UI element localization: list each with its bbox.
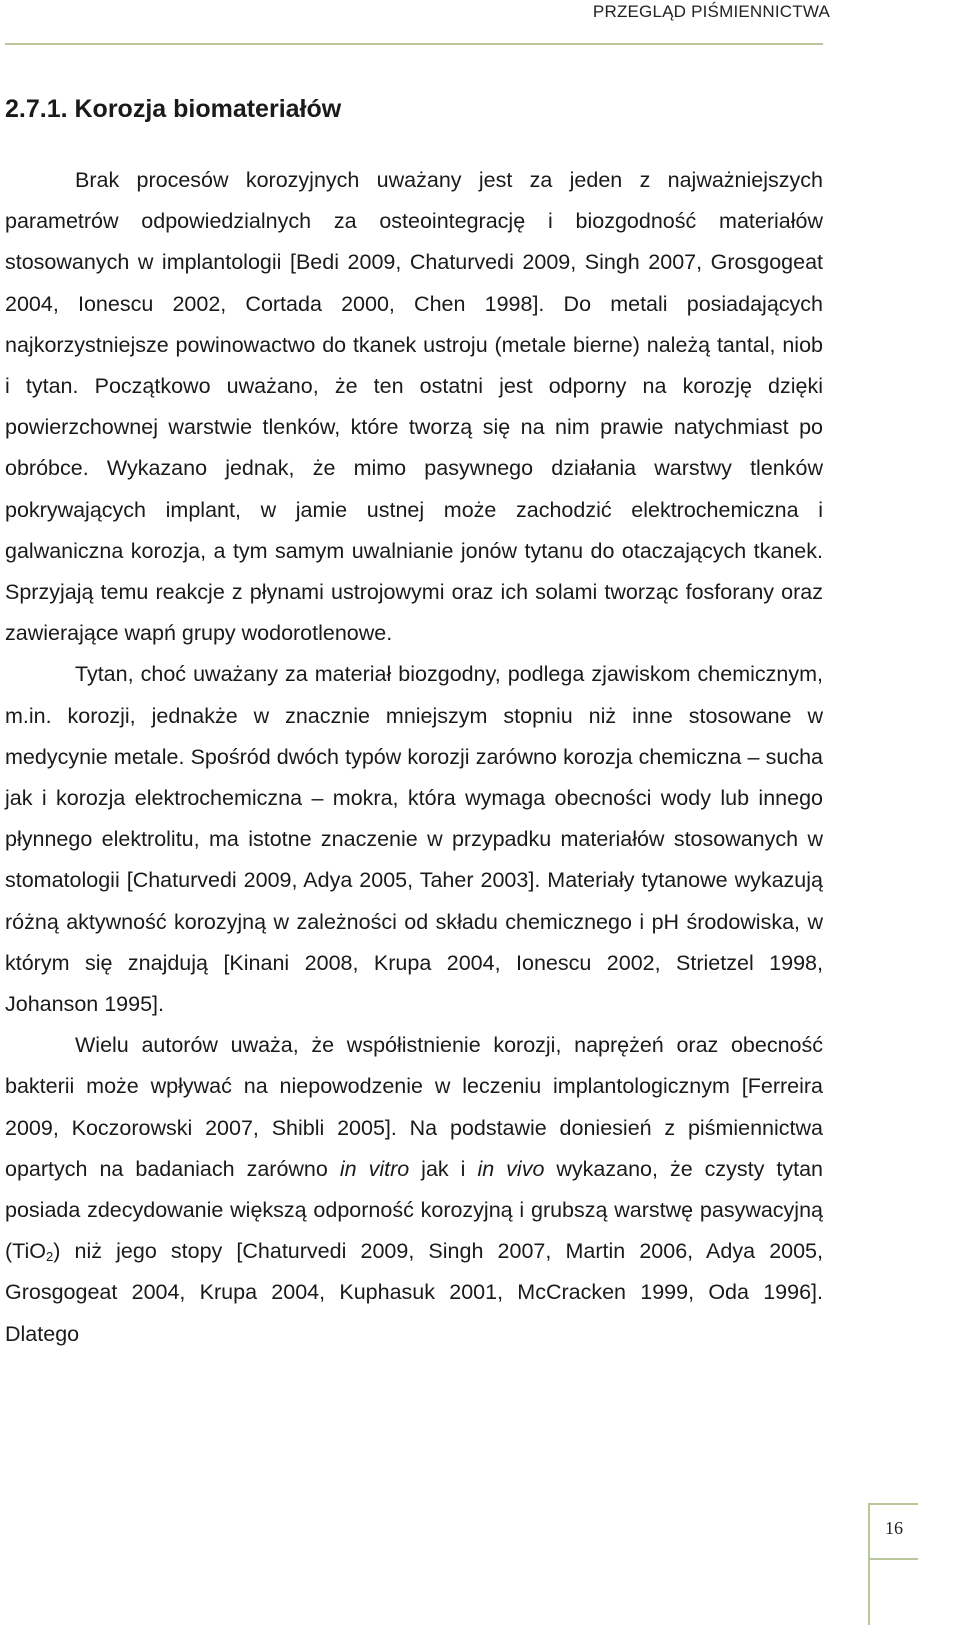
paragraph-3-text-4: ) niż jego stopy [Chaturvedi 2009, Singh 2007, Martin 2006, Adya 2005, Grosgogeat 2004, Krupa 2004, Kuphasuk 2001, McCracken 1999, Oda 1996]. Dlatego: [5, 1239, 823, 1346]
page-number: 16: [885, 1518, 903, 1538]
section-heading: 2.7.1. Korozja biomateriałów: [5, 95, 342, 123]
body-text: [5, 160, 823, 1355]
paragraph-3-text-2: jak i: [409, 1156, 478, 1181]
tio2-subscript: 2: [46, 1249, 54, 1265]
paragraph-1: Brak procesów korozyjnych uważany jest za jeden z najważniejszych parametrów odpowiedzialnych za osteointegrację i biozgodność materiałów stosowanych w implantologii [Bedi 2009, Chaturvedi 2009, Singh 2007, Grosgogeat 2004, Ionescu 2002, Cortada 2000, Chen 1998]. Do metali posiadających najkorzystniejsze powinowactwo do tkanek ustroju (metale bierne) należą tantal, niob i tytan. Początkowo uważano, że ten ostatni jest odporny na korozję dzięki powierzchownej warstwie tlenków, które tworzą się na nim prawie natychmiast po obróbce. Wykazano jednak, że mimo pasywnego działania warstwy tlenków pokrywających implant, w jamie ustnej może zachodzić elektrochemiczna i galwaniczna korozja, a tym samym uwalnianie jonów tytanu do otaczających tkanek. Sprzyjają temu reakcje z płynami ustrojowymi oraz ich solami tworząc fosforany oraz zawierające wapń grupy wodorotlenowe.: [5, 168, 823, 646]
in-vitro-term: in vitro: [339, 1156, 410, 1181]
in-vivo-term: in vivo: [477, 1156, 545, 1181]
paragraph-2: Tytan, choć uważany za materiał biozgodny, podlega zjawiskom chemicznym, m.in. korozji, jednakże w znacznie mniejszym stopniu niż inne stosowane w medycynie metale. Spośród dwóch typów korozji zarówno korozja chemiczna – sucha jak i korozja elektrochemiczna – mokra, która wymaga obecności wody lub innego płynnego elektrolitu, ma istotne znaczenie w przypadku materiałów stosowanych w stomatologii [Chaturvedi 2009, Adya 2005, Taher 2003]. Materiały tytanowe wykazują różną aktywność korozyjną w zależności od składu chemicznego i pH środowiska, w którym się znajdują [Kinani 2008, Krupa 2004, Ionescu 2002, Strietzel 1998, Johanson 1995].: [5, 662, 823, 1017]
footer-rule-vertical: [868, 1503, 870, 1625]
paragraph-3-text-1: Wielu autorów uważa, że współistnienie korozji, naprężeń oraz obecność bakterii może wpływać na niepowodzenie w leczeniu implantologicznym [Ferreira 2009, Koczorowski 2007, Shibli 2005]. Na podstawie doniesień z piśmiennictwa opartych na badaniach zarówno: [5, 1033, 823, 1181]
running-header: PRZEGLĄD PIŚMIENNICTWA: [592, 2, 830, 21]
paragraph-3-text-3: wykazano, że czysty tytan posiada zdecydowanie większą odporność korozyjną i grubszą warstwę pasywacyjną (TiO: [5, 1156, 823, 1264]
footer-rule-top: [870, 1503, 918, 1505]
footer-rule-bottom: [868, 1558, 918, 1560]
paragraph-3: [5, 1025, 823, 1355]
header-rule: [5, 43, 823, 45]
